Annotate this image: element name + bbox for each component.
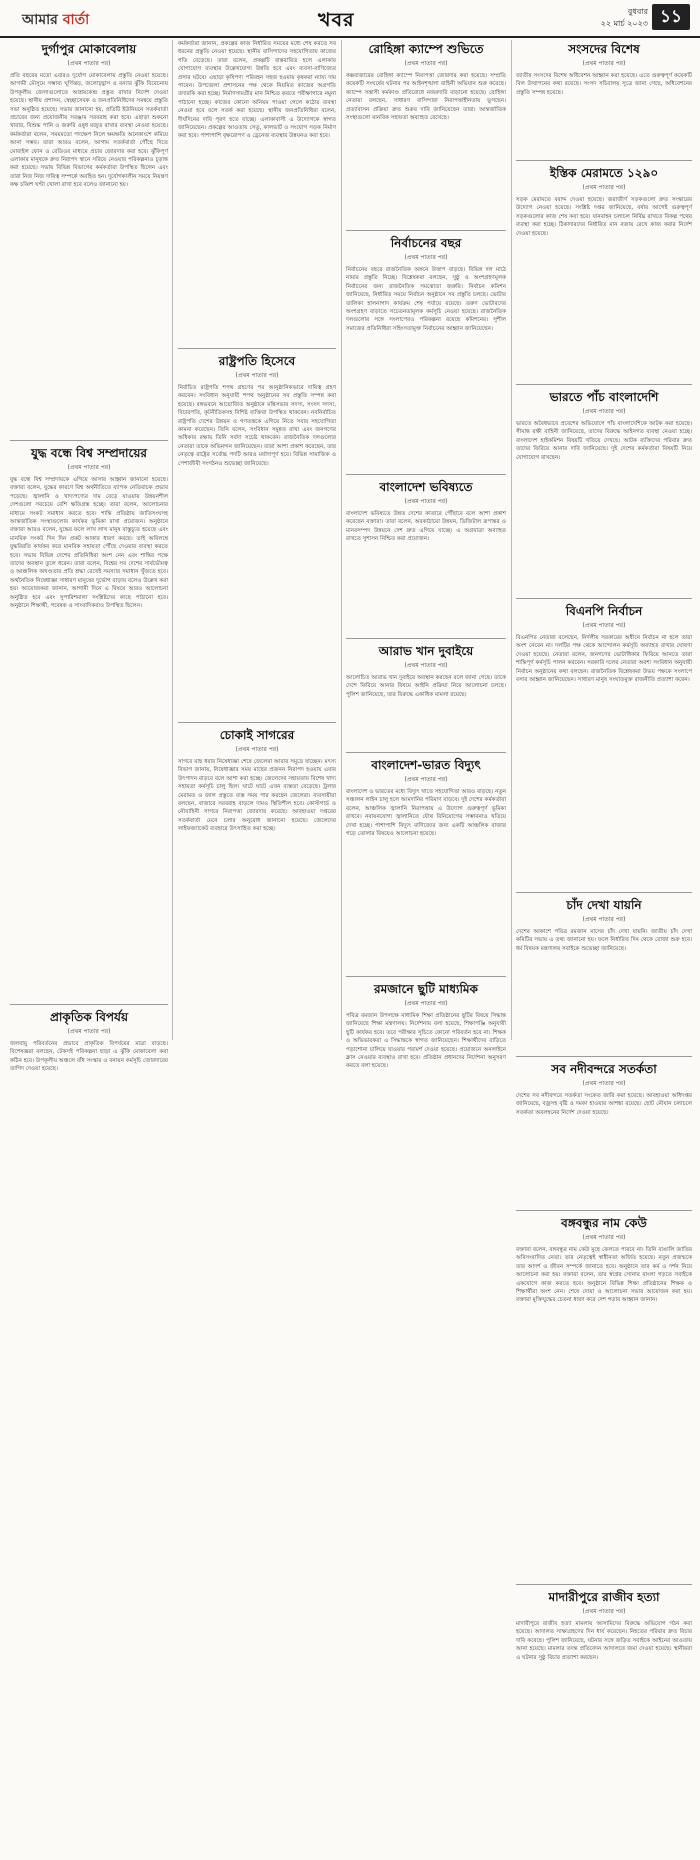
story-headline: সব নদীবন্দরে সতর্কতা <box>551 1062 657 1076</box>
news-story <box>346 474 506 630</box>
story-body: কর্মকর্তারা জানান, প্রকল্পের কাজ নির্ধারিত সময়ের মধ্যে শেষ করতে সব ধরনের প্রস্তুতি নেওয়া হয়েছে। স্থানীয় বাসিন্দাদের সহযোগিতায় কাজের গতি বেড়েছে। তারা বলেন, প্রকল্পটি বাস্তবায়িত হলে এলাকার যোগাযোগ ব্যবস্থার উল্লেখযোগ্য উন্নতি হবে এবং ব্যবসা-বাণিজ্যের প্রসার ঘটবে। এছাড়া কৃষিপণ্য পরিবহন সহজ হওয়ায় কৃষকরা ন্যায্য দাম পাবেন। উপজেলা প্রশাসনের পক্ষ থেকে নিয়মিত কাজের অগ্রগতি তদারকি করা হচ্ছে। নির্মাণসামগ্রীর মান নিশ্চিত করতে পরীক্ষাগারে নমুনা পাঠানো হচ্ছে। কাজের কোনো অনিয়ম পাওয়া গেলে কঠোর ব্যবস্থা নেওয়া হবে বলে সতর্ক করা হয়েছে। স্থানীয় জনপ্রতিনিধিরা বলেন, দীর্ঘদিনের দাবি পূরণ হতে যাচ্ছে। এলাকাবাসী এ উদ্যোগকে স্বাগত জানিয়েছেন। প্রকল্পের আওতায় সেতু, কালভার্ট ও সংযোগ সড়ক নির্মাণ করা হবে। পাশাপাশি বৃক্ষরোপণ ও ড্রেনেজ ব্যবস্থার উন্নয়নও করা হবে। <box>178 41 336 140</box>
news-story <box>10 440 168 996</box>
story-byline: (প্রথম পাতার পর) <box>582 622 626 629</box>
story-byline: (প্রথম পাতার পর) <box>235 746 279 753</box>
story-body: বাংলাদেশ ভবিষ্যতে উন্নত দেশের কাতারে পৌঁছাবে বলে আশা প্রকাশ করেছেন বক্তারা। তারা বলেন, অবকাঠামো উন্নয়ন, ডিজিটাল রূপান্তর ও মানবসম্পদ উন্নয়নে দেশ দ্রুত এগিয়ে যাচ্ছে। এ অগ্রযাত্রা অব্যাহত রাখতে সুশাসন নিশ্চিত করা প্রয়োজন। <box>346 511 506 543</box>
column-3 <box>346 40 506 1070</box>
story-headline: চাঁদ দেখা যায়নি <box>566 898 642 912</box>
story-body: সড়ক মেরামতে বরাদ্দ দেওয়া হয়েছে। জরাজীর্ণ সড়কগুলো দ্রুত সংস্কারের উদ্যোগ নেওয়া হয়েছে। সংশ্লিষ্ট দপ্তর জানিয়েছে, বর্ষার আগেই গুরুত্বপূর্ণ সড়কগুলোর কাজ শেষ করা হবে। যানবাহন চলাচল নির্বিঘ্ন রাখতে বিকল্প পথের ব্যবস্থা করা হচ্ছে। ঠিকাদারদের নির্ধারিত মান বজায় রেখে কাজ করার নির্দেশ দেওয়া হয়েছে। <box>516 197 692 237</box>
story-headline: রাষ্ট্রপতি হিসেবে <box>218 354 296 368</box>
story-headline: বাংলাদেশ ভবিষ্যতে <box>379 480 473 494</box>
date-block <box>601 6 648 30</box>
story-headline: আরাভ খান দুবাইয়ে <box>378 644 474 658</box>
story-byline: (প্রথম পাতার পর) <box>67 60 111 67</box>
story-body: বিএনপির নেতারা বলেছেন, নির্দলীয় সরকারের অধীনে নির্বাচন না হলে তারা অংশ নেবেন না। দলটির পক্ষ থেকে আন্দোলন কর্মসূচি অব্যাহত রাখার ঘোষণা দেওয়া হয়েছে। নেতারা বলেন, জনগণের ভোটাধিকার ফিরিয়ে আনতে তারা শান্তিপূর্ণ কর্মসূচি পালন করবেন। সরকারি দলের নেতারা অবশ্য সংবিধান অনুযায়ী নির্বাচন অনুষ্ঠানের কথা বলছেন। রাজনৈতিক বিশ্লেষকরা উভয় পক্ষকে সংলাপে বসার আহ্বান জানিয়েছেন। সাধারণ মানুষ সংঘাতমুক্ত রাজনীতি প্রত্যাশা করেন। <box>516 635 692 684</box>
story-headline: প্রাকৃতিক বিপর্যয় <box>49 1010 129 1024</box>
column-rule <box>341 40 342 1040</box>
masthead <box>0 0 700 38</box>
news-story <box>346 752 506 968</box>
story-body: সাগরে মাছ ধরার নিষেধাজ্ঞা শেষে জেলেরা আবার সমুদ্রে যাচ্ছেন। মৎস্য বিভাগ জানায়, নিষেধাজ্ঞার সময় মাছের প্রজনন নিরাপদ হওয়ায় এবার উৎপাদন বাড়বে বলে আশা করা হচ্ছে। জেলেদের সহায়তায় বিশেষ খাদ্য সহায়তা কর্মসূচি চালু ছিল। ঘাটে ঘাটে এখন ব্যস্ততা বেড়েছে। ট্রলার মেরামত ও জাল প্রস্তুতে ব্যস্ত সময় পার করছেন জেলেরা। ব্যবসায়ীরা বলছেন, বাজারে সরবরাহ বাড়লে দামও স্থিতিশীল হবে। কোস্টগার্ড ও নৌবাহিনী সাগরে নিরাপত্তা জোরদার করেছে। আবহাওয়া দপ্তরের সতর্কবার্তা মেনে চলার অনুরোধ জানানো হয়েছে। জেলেদের লাইফজ্যাকেট ব্যবহারে উৎসাহিত করা হচ্ছে। <box>178 759 336 833</box>
story-headline: দুর্গাপুর মোকাবেলায় <box>41 42 137 56</box>
story-body: আলোচিত আরাভ খান দুবাইয়ে অবস্থান করছেন বলে জানা গেছে। তাকে দেশে ফিরিয়ে আনার বিষয়ে আইনি প্রক্রিয়া নিয়ে আলোচনা চলছে। পুলিশ জানিয়েছে, তার বিরুদ্ধে একাধিক মামলা রয়েছে। <box>346 675 506 698</box>
story-headline: বিএনপি নির্বাচন <box>565 604 643 618</box>
story-headline: বাংলাদেশ-ভারত বিদ্যুৎ <box>371 758 481 772</box>
story-body: পবিত্র রমজান উপলক্ষে মাধ্যমিক শিক্ষা প্রতিষ্ঠানের ছুটির বিষয়ে সিদ্ধান্ত জানিয়েছে শিক্ষা মন্ত্রণালয়। নির্দেশনায় বলা হয়েছে, শিক্ষাপঞ্জি অনুযায়ী ছুটি কার্যকর হবে। তবে পরীক্ষার সূচিতে কোনো পরিবর্তন হবে না। শিক্ষক ও অভিভাবকরা এ সিদ্ধান্তকে স্বাগত জানিয়েছেন। শিক্ষার্থীদের বাড়িতে পড়াশোনা চালিয়ে যাওয়ার পরামর্শ দেওয়া হয়েছে। প্রয়োজনে অনলাইনে ক্লাস নেওয়ার ব্যবস্থাও রাখা হবে। প্রতিষ্ঠান প্রধানদের নির্দেশনা অনুসরণ করতে বলা হয়েছে। <box>346 1013 506 1070</box>
story-body: জলবায়ু পরিবর্তনের প্রভাবে প্রাকৃতিক বিপর্যয়ের মাত্রা বাড়ছে। বিশেষজ্ঞরা বলছেন, টেকসই পরিকল্পনা ছাড়া এ ঝুঁকি মোকাবেলা করা কঠিন হবে। উপকূলীয় অঞ্চলে বাঁধ সংস্কার ও বনায়ন কর্মসূচি জোরদারের তাগিদ দেওয়া হয়েছে। <box>10 1041 168 1073</box>
section-title: খবর <box>318 9 355 31</box>
news-story <box>178 722 336 1048</box>
story-body: বক্তারা বলেন, বঙ্গবন্ধুর নাম কেউ মুছে ফেলতে পারবে না। তিনি বাঙালি জাতির অবিসংবাদিত নেতা। তার নেতৃত্বেই স্বাধীনতা অর্জিত হয়েছে। নতুন প্রজন্মকে তার আদর্শ ও জীবন সম্পর্কে জানাতে হবে। অনুষ্ঠানে তার কর্ম ও দর্শন নিয়ে আলোচনা করা হয়। বক্তারা বলেন, তার স্বপ্নের সোনার বাংলা গড়তে সবাইকে একযোগে কাজ করতে হবে। অনুষ্ঠানে বিভিন্ন শিক্ষা প্রতিষ্ঠানের শিক্ষক ও শিক্ষার্থীরা অংশ নেন। শেষে দোয়া ও আলোচনা সভার আয়োজন করা হয়। বক্তারা মুক্তিযুদ্ধের চেতনা ধারণ করে দেশ গড়ার আহ্বান জানান। <box>516 1247 692 1304</box>
story-body: নির্বাচনের বছরে রাজনৈতিক অঙ্গনে উত্তাপ বাড়ছে। বিভিন্ন দল মাঠে নামার প্রস্তুতি নিচ্ছে। বিশ্লেষকরা বলছেন, সুষ্ঠু ও অংশগ্রহণমূলক নির্বাচনের জন্য রাজনৈতিক সমঝোতা জরুরি। নির্বাচন কমিশন জানিয়েছে, নির্ধারিত সময়ে নির্বাচন অনুষ্ঠানে সব প্রস্তুতি চলছে। ভোটার তালিকা হালনাগাদ কার্যক্রম শেষ পর্যায়ে রয়েছে। তরুণ ভোটারদের অংশগ্রহণ বাড়াতে সচেতনতামূলক কর্মসূচি নেওয়া হয়েছে। রাজনৈতিক দলগুলোর সঙ্গে সংলাপেরও পরিকল্পনা রয়েছে কমিশনের। সুশীল সমাজের প্রতিনিধিরা সহিংসতামুক্ত নির্বাচনের আহ্বান জানিয়েছেন। <box>346 267 506 332</box>
day-label: বুধবার <box>627 7 648 16</box>
story-byline: (প্রথম পাতার পর) <box>582 408 626 415</box>
news-story <box>346 42 506 222</box>
story-headline: চোকাই সাগরের <box>219 728 295 742</box>
logo-main: আমার <box>22 12 58 28</box>
story-body: প্রতি বছরের মতো এবারও দুর্যোগ মোকাবেলায় প্রস্তুতি নেওয়া হয়েছে। আগামী মৌসুমে সম্ভাব্য ঘূর্ণিঝড়, জলোচ্ছ্বাস ও বন্যার ঝুঁকি বিবেচনায় উপকূলীয় জেলাগুলোতে আশ্রয়কেন্দ্র প্রস্তুত রাখার নির্দেশ দেওয়া হয়েছে। স্থানীয় প্রশাসন, স্বেচ্ছাসেবক ও জনপ্রতিনিধিদের সমন্বয়ে প্রস্তুতি সভা অনুষ্ঠিত হয়েছে। সভায় জানানো হয়, প্রতিটি ইউনিয়নে সতর্কবার্তা প্রচারের জন্য প্রয়োজনীয় সরঞ্জাম সরবরাহ করা হবে। এছাড়া শুকনো খাবার, বিশুদ্ধ পানি ও জরুরি ওষুধ মজুত রাখার ব্যবস্থা নেওয়া হয়েছে। কর্মকর্তারা বলেন, সময়মতো পদক্ষেপ নিলে ক্ষয়ক্ষতি অনেকাংশে কমিয়ে আনা সম্ভব। তারা আরও বলেন, আগাম সতর্কবার্তা পৌঁছে দিতে মোবাইল ফোন ও রেডিওর মাধ্যমে প্রচার জোরদার করা হবে। ঝুঁকিপূর্ণ এলাকার মানুষকে দ্রুত নিরাপদ স্থানে সরিয়ে নেওয়ার পরিকল্পনাও চূড়ান্ত করা হয়েছে। সভায় বিভিন্ন বিভাগের কর্মকর্তারা উপস্থিত ছিলেন এবং তারা নিজ নিজ দায়িত্ব সম্পর্কে অবহিত হন। দুর্যোগকালীন সময়ে নিয়ন্ত্রণ কক্ষ চব্বিশ ঘণ্টা খোলা রাখা হবে বলেও জানানো হয়। <box>10 73 168 189</box>
story-headline: বঙ্গবন্ধুর নাম কেউ <box>561 1216 647 1230</box>
story-headline: রমজানে ছুটি মাধ্যমিক <box>374 982 478 996</box>
story-headline: ভারতে পাঁচ বাংলাদেশি <box>549 390 659 404</box>
page-number: ১১ <box>652 4 690 30</box>
story-headline: মাদারীপুরে রাজীব হত্যা <box>548 1590 660 1604</box>
logo-accent: বার্তা <box>62 12 90 28</box>
story-headline: নির্বাচনের বছর <box>390 236 462 250</box>
column-2 <box>178 40 336 1040</box>
date-label: ২২ মার্চ ২০২৩ <box>600 19 648 28</box>
story-byline: (প্রথম পাতার পর) <box>404 254 448 261</box>
story-byline: (প্রথম পাতার পর) <box>404 498 448 505</box>
story-body: ভারতে অবৈধভাবে প্রবেশের অভিযোগে পাঁচ বাংলাদেশিকে আটক করা হয়েছে। সীমান্ত রক্ষী বাহিনী জানিয়েছে, তাদের বিরুদ্ধে আইনগত ব্যবস্থা নেওয়া হচ্ছে। বাংলাদেশ হাইকমিশন বিষয়টি খতিয়ে দেখছে। আটক ব্যক্তিদের পরিবার দ্রুত তাদের ফিরিয়ে আনার দাবি জানিয়েছে। দুই দেশের কর্মকর্তারা বিষয়টি নিয়ে যোগাযোগ রাখছেন। <box>516 421 692 461</box>
story-body: মাদারীপুরে রাজীব হত্যা মামলায় আসামিদের বিরুদ্ধে অভিযোগ গঠন করা হয়েছে। আদালত সাক্ষ্যগ্রহণের দিন ধার্য করেছেন। নিহতের পরিবার দ্রুত বিচার দাবি করেছে। পুলিশ জানিয়েছে, ঘটনার সঙ্গে জড়িত সবাইকে আইনের আওতায় আনা হয়েছে। মামলার তদন্ত প্রতিবেদন আদালতে জমা দেওয়া হয়েছে। স্থানীয়রা এ ঘটনার সুষ্ঠু বিচার প্রত্যাশা করছেন। <box>516 1621 692 1661</box>
column-rule <box>511 40 512 1040</box>
news-story <box>346 976 506 1252</box>
story-byline: (প্রথম পাতার পর) <box>67 464 111 471</box>
story-headline: যুদ্ধ বন্ধে বিশ্ব সম্প্রদায়ের <box>30 446 147 460</box>
story-byline: (প্রথম পাতার পর) <box>582 916 626 923</box>
news-story <box>516 384 692 590</box>
newspaper-logo <box>22 8 89 32</box>
news-story <box>10 42 168 432</box>
story-body: নির্বাচিত রাষ্ট্রপতি শপথ গ্রহণের পর আনুষ্ঠানিকভাবে দায়িত্ব গ্রহণ করবেন। সংবিধান অনুযায়ী শপথ অনুষ্ঠানের সব প্রস্তুতি সম্পন্ন করা হয়েছে। বঙ্গভবনে আয়োজিত অনুষ্ঠানে মন্ত্রিসভার সদস্য, সংসদ সদস্য, বিচারপতি, কূটনীতিকসহ বিশিষ্ট ব্যক্তিরা উপস্থিত থাকবেন। নবনির্বাচিত রাষ্ট্রপতি দেশের উন্নয়ন ও গণতন্ত্রকে এগিয়ে নিতে সবার সহযোগিতা কামনা করেছেন। তিনি বলেন, সংবিধান সমুন্নত রাখা এবং জনগণের অধিকার রক্ষায় তিনি সর্বদা সচেষ্ট থাকবেন। রাজনৈতিক দলগুলোর নেতারা তাকে অভিনন্দন জানিয়েছেন। তারা আশা প্রকাশ করেছেন, তার নেতৃত্বে রাষ্ট্রের সর্বোচ্চ পদটি আরও মর্যাদাপূর্ণ হবে। বিভিন্ন সামাজিক ও পেশাজীবী সংগঠনও শুভেচ্ছা জানিয়েছে। <box>178 385 336 467</box>
story-byline: (প্রথম পাতার পর) <box>67 1028 111 1035</box>
story-body: দেশের আকাশে পবিত্র রমজান মাসের চাঁদ দেখা যায়নি। জাতীয় চাঁদ দেখা কমিটির সভায় এ তথ্য জানানো হয়। ফলে নির্ধারিত দিন থেকে রোজা শুরু হবে। ধর্ম বিষয়ক মন্ত্রণালয় সবাইকে শুভেচ্ছা জানিয়েছে। <box>516 929 692 952</box>
story-headline: রোহিঙ্গা ক্যাম্পে শুভিতে <box>368 42 484 56</box>
news-story <box>516 598 692 884</box>
news-story <box>346 638 506 744</box>
story-headline: সংসদের বিশেষ <box>568 42 640 56</box>
story-body: যুদ্ধ বন্ধে বিশ্ব সম্প্রদায়কে এগিয়ে আসার আহ্বান জানানো হয়েছে। বক্তারা বলেন, যুদ্ধের কারণে বিশ্ব অর্থনীতিতে ব্যাপক নেতিবাচক প্রভাব পড়েছে। জ্বালানি ও খাদ্যপণ্যের দাম বেড়ে যাওয়ায় উন্নয়নশীল দেশগুলো সবচেয়ে বেশি ক্ষতিগ্রস্ত হচ্ছে। তারা বলেন, আলোচনার মাধ্যমে সংকট সমাধান করতে হবে। শান্তি প্রতিষ্ঠায় জাতিসংঘসহ আন্তর্জাতিক সংস্থাগুলোর কার্যকর ভূমিকা রাখা প্রয়োজন। অনুষ্ঠানে বক্তারা আরও বলেন, যুদ্ধের ফলে লাখ লাখ মানুষ বাস্তুচ্যুত হয়েছে এবং মানবিক সংকট দিন দিন প্রকট আকার ধারণ করছে। তাই অবিলম্বে যুদ্ধবিরতি কার্যকর করে মানবিক সহায়তা পৌঁছে দেওয়ার ব্যবস্থা করতে হবে। সভায় বিভিন্ন দেশের প্রতিনিধিরা অংশ নেন এবং শান্তির পক্ষে তাদের অবস্থান তুলে ধরেন। তারা বলেন, বিশ্বের সব দেশের সার্বভৌমত্ব ও আঞ্চলিক অখণ্ডতার প্রতি শ্রদ্ধা রেখেই সমস্যার সমাধান খুঁজতে হবে। অর্থনৈতিক নিষেধাজ্ঞা সাধারণ মানুষের দুর্ভোগ বাড়ায় বলেও উল্লেখ করা হয়। আয়োজকরা জানান, আগামী দিনে এ বিষয়ে আরও আলোচনা অনুষ্ঠিত হবে এবং সুপারিশমালা সংশ্লিষ্টদের কাছে পাঠানো হবে। অনুষ্ঠানে শিক্ষার্থী, গবেষক ও সাংবাদিকরাও উপস্থিত ছিলেন। <box>10 477 168 610</box>
story-body: কক্সবাজারের রোহিঙ্গা ক্যাম্পে নিরাপত্তা জোরদার করা হয়েছে। সম্প্রতি কয়েকটি সংঘর্ষের ঘটনার পর আইনশৃঙ্খলা বাহিনী অভিযান শুরু করেছে। ক্যাম্পে সন্ত্রাসী কর্মকাণ্ড প্রতিরোধে নজরদারি বাড়ানো হয়েছে। রোহিঙ্গা নেতারা বলছেন, সাধারণ বাসিন্দারা নিরাপত্তাহীনতায় ভুগছেন। প্রত্যাবাসন প্রক্রিয়া দ্রুত শুরুর দাবি জানিয়েছেন তারা। আন্তর্জাতিক সংস্থাগুলো মানবিক সহায়তা অব্যাহত রেখেছে। <box>346 73 506 122</box>
story-byline: (প্রথম পাতার পর) <box>404 1000 448 1007</box>
news-story <box>516 42 692 152</box>
news-story <box>178 40 336 340</box>
news-story <box>516 892 692 1048</box>
story-byline: (প্রথম পাতার পর) <box>404 776 448 783</box>
news-story <box>10 1004 168 1110</box>
story-byline: (প্রথম পাতার পর) <box>235 372 279 379</box>
story-byline: (প্রথম পাতার পর) <box>582 1608 626 1615</box>
story-byline: (প্রথম পাতার পর) <box>582 184 626 191</box>
news-story <box>516 1584 692 1860</box>
story-body: দেশের সব নদীবন্দরে সতর্কতা সংকেত জারি করা হয়েছে। আবহাওয়া অধিদপ্তর জানিয়েছে, বজ্রসহ বৃষ্টি ও দমকা হাওয়ার আশঙ্কা রয়েছে। ছোট নৌযান চলাচলে সতর্কতা অবলম্বনের নির্দেশ দেওয়া হয়েছে। <box>516 1093 692 1116</box>
column-4 <box>516 40 692 1661</box>
column-1 <box>10 40 168 1073</box>
story-headline: ইস্তিক মেরামতে ১২৯০ <box>549 166 659 180</box>
news-story <box>516 1210 692 1576</box>
column-rule <box>172 40 173 1040</box>
story-byline: (প্রথম পাতার পর) <box>582 60 626 67</box>
news-story <box>516 1056 692 1202</box>
story-body: জাতীয় সংসদের বিশেষ অধিবেশন আহ্বান করা হয়েছে। এতে গুরুত্বপূর্ণ কয়েকটি বিল উত্থাপনের কথা রয়েছে। সংসদ সচিবালয় সূত্রে জানা গেছে, অধিবেশনের প্রস্তুতি সম্পন্ন হয়েছে। <box>516 73 692 96</box>
story-byline: (প্রথম পাতার পর) <box>582 1234 626 1241</box>
story-byline: (প্রথম পাতার পর) <box>404 662 448 669</box>
story-body: বাংলাদেশ ও ভারতের মধ্যে বিদ্যুৎ খাতে সহযোগিতা আরও বাড়ছে। নতুন সঞ্চালন লাইন চালু হলে আমদানির পরিমাণ বাড়বে। দুই দেশের কর্মকর্তারা বলেন, আঞ্চলিক জ্বালানি নিরাপত্তায় এ উদ্যোগ গুরুত্বপূর্ণ ভূমিকা রাখবে। নবায়নযোগ্য জ্বালানিতে যৌথ বিনিয়োগের সম্ভাবনাও খতিয়ে দেখা হচ্ছে। পাশাপাশি বিদ্যুৎ বাণিজ্যের জন্য একটি আঞ্চলিক বাজার গড়ে তোলার বিষয়েও আলোচনা হয়েছে। <box>346 789 506 838</box>
news-story <box>516 160 692 376</box>
news-story <box>346 230 506 466</box>
story-byline: (প্রথম পাতার পর) <box>582 1080 626 1087</box>
story-byline: (প্রথম পাতার পর) <box>404 60 448 67</box>
news-story <box>178 348 336 714</box>
